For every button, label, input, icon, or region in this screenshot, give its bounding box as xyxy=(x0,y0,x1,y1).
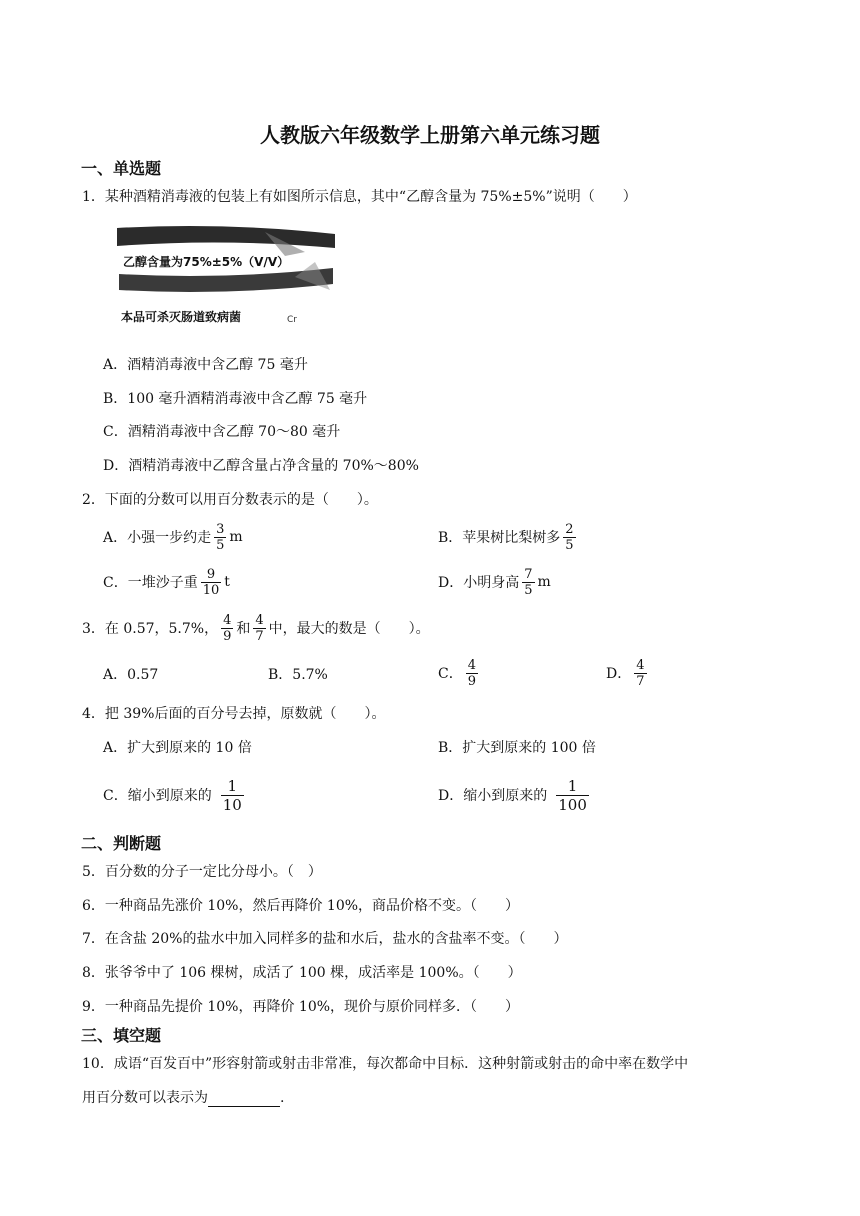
question-2-stem: 2．下面的分数可以用百分数表示的是（ ）。 xyxy=(82,492,378,508)
question-5: 5．百分数的分子一定比分母小。（ ） xyxy=(82,864,322,880)
q4-option-d: D．缩小到原来的 $\frac{1}{100}$ xyxy=(438,776,587,814)
fraction: $\frac{1}{100}$ xyxy=(558,776,587,814)
q4-option-a: A．扩大到原来的 10 倍 xyxy=(103,740,252,756)
question-4-stem: 4．把 39%后面的百分号去掉，原数就（ ）。 xyxy=(82,706,386,722)
question-10-line-2: 用百分数可以表示为 . xyxy=(82,1090,285,1106)
page-title: 人教版六年级数学上册第六单元练习题 xyxy=(260,123,600,147)
q3-option-c: C． $\frac{4}{9}$ xyxy=(438,657,476,689)
fraction: $\frac{2}{5}$ xyxy=(565,521,574,553)
fraction: $\frac{1}{10}$ xyxy=(222,776,242,814)
fraction: $\frac{4}{7}$ xyxy=(255,612,264,644)
question-9: 9．一种商品先提价 10%，再降价 10%，现价与原价同样多．（ ） xyxy=(82,999,520,1015)
question-10-line-1: 10．成语“百发百中”形容射箭或射击非常准，每次都命中目标．这种射箭或射击的命中率在数学中 xyxy=(82,1056,689,1072)
fraction: $\frac{4}{7}$ xyxy=(636,657,645,689)
q4-option-b: B．扩大到原来的 100 倍 xyxy=(438,740,596,756)
section-heading-single-choice: 一、单选题 xyxy=(81,159,162,178)
fraction: $\frac{4}{9}$ xyxy=(223,612,232,644)
q2-option-a: A．小强一步约走 $\frac{3}{5}$ m xyxy=(103,521,243,553)
q1-option-c: C．酒精消毒液中含乙醇 70～80 毫升 xyxy=(103,424,341,440)
q4-option-c: C．缩小到原来的 $\frac{1}{10}$ xyxy=(103,776,242,814)
section-heading-true-false: 二、判断题 xyxy=(81,834,162,853)
question-7: 7．在含盐 20%的盐水中加入同样多的盐和水后，盐水的含盐率不变。（ ） xyxy=(82,931,568,947)
question-8: 8．张爷爷中了 106 棵树，成活了 100 棵，成活率是 100%。（ ） xyxy=(82,965,522,981)
q1-option-a: A．酒精消毒液中含乙醇 75 毫升 xyxy=(103,357,308,373)
q3-option-a: A．0.57 xyxy=(103,667,159,683)
fraction: $\frac{3}{5}$ xyxy=(216,521,225,553)
question-3-stem: 3．在 0.57，5.7%， $\frac{4}{9}$ 和 $\frac{4}{7}$ 中，最大的数是（ ）。 xyxy=(82,612,430,644)
question-6: 6．一种商品先涨价 10%，然后再降价 10%，商品价格不变。（ ） xyxy=(82,898,520,914)
section-heading-fill-blank: 三、填空题 xyxy=(81,1026,162,1045)
photo-label-line-1: 乙醇含量为75%±5%（V/V） xyxy=(123,255,290,269)
fraction: $\frac{4}{9}$ xyxy=(467,657,476,689)
q3-option-d: D． $\frac{4}{7}$ xyxy=(606,657,645,689)
fraction: $\frac{7}{5}$ xyxy=(524,566,533,598)
q3-option-b: B．5.7% xyxy=(268,667,328,683)
question-1-stem: 1．某种酒精消毒液的包装上有如图所示信息，其中“乙醇含量为 75%±5%”说明（ ） xyxy=(82,189,637,205)
q1-option-b: B．100 毫升酒精消毒液中含乙醇 75 毫升 xyxy=(103,391,368,407)
answer-blank[interactable] xyxy=(208,1092,280,1107)
q2-option-b: B．苹果树比梨树多 $\frac{2}{5}$ xyxy=(438,521,574,553)
q2-option-d: D．小明身高 $\frac{7}{5}$ m xyxy=(438,566,551,598)
q1-option-d: D．酒精消毒液中乙醇含量占净含量的 70%～80% xyxy=(103,458,419,474)
photo-label-tag: Cr xyxy=(287,315,297,325)
fraction: $\frac{9}{10}$ xyxy=(202,566,220,598)
q2-option-c: C．一堆沙子重 $\frac{9}{10}$ t xyxy=(103,566,230,598)
disinfectant-label-photo xyxy=(115,222,337,334)
photo-label-line-2: 本品可杀灭肠道致病菌 xyxy=(121,310,242,324)
